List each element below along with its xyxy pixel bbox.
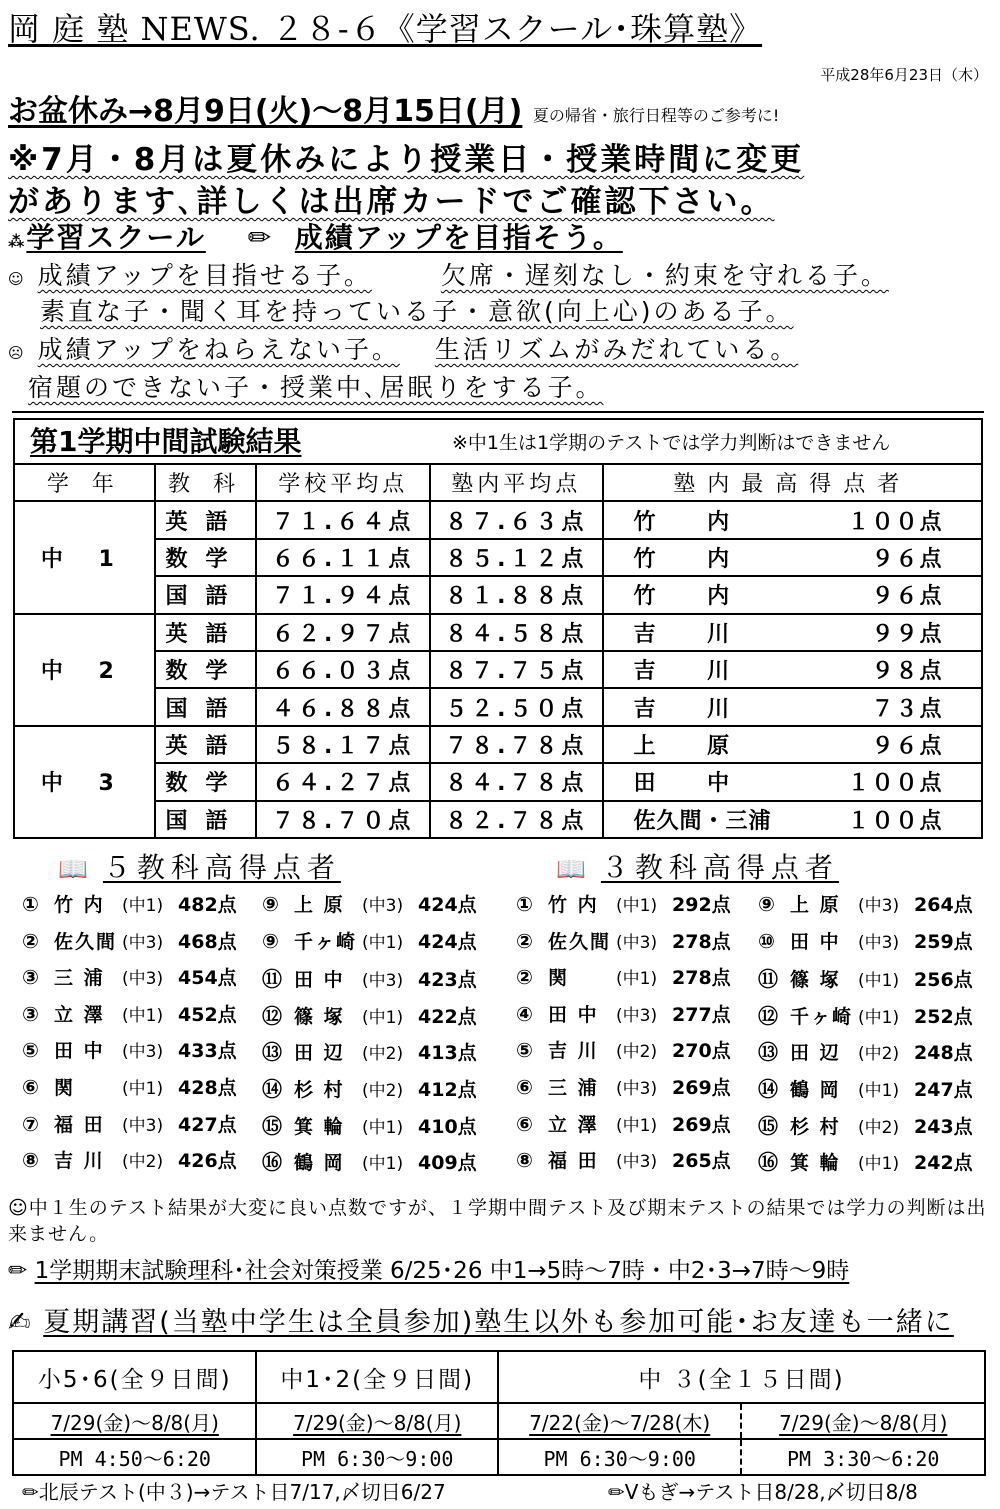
top-scorer-name: 佐久間・三浦 [633,808,772,834]
student-score: 277点 [672,1003,731,1026]
student-score: 433点 [178,1040,237,1063]
rank-number: ⑮ [262,1113,282,1138]
rank-number: ⑨ [758,892,775,916]
rank-number: ⑭ [758,1076,778,1101]
top-scorer-cell [603,539,982,576]
course-date: 7/22(金)～7/28(木) [498,1403,741,1439]
student-score: 428点 [178,1076,237,1099]
school-average-cell: ６６.１１点 [256,539,430,576]
top-scorer-cell [603,651,982,688]
rank-number: ⑩ [758,928,775,953]
student-score: 409点 [418,1152,477,1175]
student-name: 福 田 [548,1150,599,1173]
student-score: 468点 [178,930,237,953]
list-item [262,1110,477,1147]
student-name: 田 中 [548,1003,599,1026]
list-item [758,1110,973,1147]
rank-number: ⑮ [758,1113,778,1138]
student-score: 278点 [672,930,731,953]
student-name: 篠 塚 [790,969,841,992]
list-item [516,1146,731,1183]
school-average-cell: ５８.１７点 [256,726,430,763]
asterism-icon: ⁂ [8,232,27,251]
summer-course [8,1300,954,1339]
school-average-cell: ４６.８８点 [256,688,430,725]
obon-holiday-note: 夏の帰省・旅行日程等のご参考に! [532,106,780,125]
student-class: (中1) [616,969,658,990]
exam-results-note: ※中1生は1学期のテストでは学力判断はできません [452,432,891,454]
student-name: 上 原 [294,894,345,916]
top-scorer-score: １００点 [847,509,944,535]
top-scorer-score: ９８点 [871,659,944,685]
pencil-icon: ✏ [8,1258,28,1284]
list-item [22,927,237,964]
list-item [262,1073,477,1110]
newsletter-title: 岡 庭 塾 NEWS. ２８-６《学習スクール･珠算塾》 [8,10,763,48]
student-score: 423点 [418,969,477,992]
school-average-cell: ６４.２７点 [256,763,430,800]
rank-number: ② [22,928,39,953]
subject-cell: 英語 [155,726,257,763]
smile-icon: ☺ [8,270,27,288]
course-header-elementary: 小5･6(全９日間) [13,1351,256,1403]
list-item [516,1036,731,1073]
list-item [22,890,237,927]
top-scorer-name: 吉 川 [633,621,752,647]
rank-number: ⑪ [262,967,282,992]
summer-course-text: 夏期講習(当塾中学生は全員参加)塾生以外も参加可能･お友達も一緒に [43,1307,954,1338]
rank-number: ⑭ [262,1076,282,1101]
rank-number: ⑥ [22,1074,39,1099]
table-row [14,763,982,800]
table-row [14,614,982,651]
student-class: (中3) [858,896,900,916]
three-subject-ranking-col-1 [516,890,731,1183]
header-subject: 教 科 [155,464,257,501]
student-name: 竹 内 [54,894,105,916]
course-date: 7/29(金)～8/8(月) [256,1403,498,1439]
list-item [758,1036,973,1073]
student-score: 256点 [914,969,973,992]
student-class: (中3) [122,1042,164,1063]
rank-number: ① [22,892,39,916]
subject-cell: 英語 [155,501,257,538]
rank-number: ⑦ [22,1111,39,1136]
list-item [22,963,237,1000]
student-class: (中1) [858,971,900,992]
top-scorer-score: ７３点 [871,696,944,722]
rank-number: ⑬ [262,1040,282,1065]
student-class: (中3) [362,896,404,916]
student-name: 佐久間 [54,930,118,953]
student-class: (中2) [858,1117,900,1138]
top-scorer-cell [603,501,982,538]
student-class: (中3) [122,1115,164,1136]
bad-student-label: 成績アップをねらえない子。 [37,335,400,364]
student-class: (中1) [122,1078,164,1099]
student-score: 482点 [178,894,237,916]
rank-number: ⑤ [22,1038,39,1063]
student-class: (中1) [122,1005,164,1026]
subject-cell: 数学 [155,763,257,800]
rank-number: ② [516,928,533,953]
top-scorer-cell [603,576,982,613]
top-scorer-cell [603,614,982,651]
good-student-line-1 [8,256,889,292]
student-name: 吉 川 [548,1040,599,1063]
list-item [262,963,477,1000]
five-subject-ranking-col-2 [262,890,477,1183]
student-class: (中2) [858,1044,900,1065]
student-name: 三 浦 [548,1076,599,1099]
top-scorer-name: 吉 川 [633,659,752,685]
student-class: (中1) [362,1154,404,1175]
student-class: (中1) [858,1007,900,1028]
juku-average-cell: ８２.７８点 [430,801,603,838]
exam-prep-class [8,1252,849,1285]
course-time: PM 3:30～6:20 [741,1439,985,1475]
course-time: PM 6:30～9:00 [498,1439,741,1475]
student-class: (中2) [362,1080,404,1101]
list-item [22,1110,237,1147]
top-scorer-score: １００点 [847,808,944,834]
student-score: 269点 [672,1076,731,1099]
list-item [758,1146,973,1183]
list-item [262,927,477,964]
student-class: (中1) [362,932,404,953]
grade-cell: 中 3 [14,726,155,838]
student-score: 269点 [672,1113,731,1136]
student-name: 田 中 [294,969,345,992]
rank-number: ③ [22,965,39,990]
header-grade: 学 年 [14,464,155,501]
table-row [14,651,982,688]
student-class: (中1) [616,896,658,916]
obon-holiday-dates: お盆休み→8月9日(火)～8月15日(月) [8,94,523,129]
hokushin-test-notice: ✏北辰テスト(中３)→テスト日7/17,〆切日6/27 [22,1480,446,1504]
summer-course-table [12,1350,986,1476]
student-score: 264点 [914,894,973,916]
course-header-row [13,1351,985,1403]
juku-average-cell: ７８.７８点 [430,726,603,763]
juku-average-cell: ８４.５８点 [430,614,603,651]
student-score: 265点 [672,1150,731,1173]
list-item [22,1073,237,1110]
course-date: 7/29(金)～8/8(月) [13,1403,256,1439]
student-score: 252点 [914,1005,973,1028]
top-scorer-name: 吉 川 [633,696,752,722]
good-student-label: 成績アップを目指せる子。 [37,261,372,290]
bad-student-trait-1: 生活リズムがみだれている。 [434,335,799,364]
list-item [262,1146,477,1183]
school-average-cell: ７８.７０点 [256,801,430,838]
list-item [758,1000,973,1037]
five-subject-heading [58,846,341,886]
table-row [14,501,982,538]
list-item [758,1073,973,1110]
bad-student-line-1 [8,330,798,366]
list-item [758,963,973,1000]
student-score: 243点 [914,1115,973,1138]
good-student-trait-1: 欠席・遅刻なし・約束を守れる子。 [440,261,889,290]
student-class: (中2) [122,1152,164,1173]
grade-cell: 中 1 [14,501,155,613]
schedule-notice-line-2: があります､詳しくは出席カードでご確認下さい。 [8,184,775,220]
frown-icon: ☹ [8,344,27,362]
rank-number: ⑫ [262,1003,282,1028]
list-item [758,927,973,964]
exam-header-row [14,464,982,501]
subject-cell: 国語 [155,576,257,613]
student-score: 452点 [178,1003,237,1026]
rank-number: ④ [516,1001,533,1026]
list-item [262,890,477,927]
header-juku-average: 塾内平均点 [430,464,603,501]
juku-average-cell: ８７.６３点 [430,501,603,538]
student-score: 292点 [672,894,731,916]
learning-school-title: 学習スクール [26,221,206,254]
top-scorer-score: ９９点 [871,621,944,647]
list-item [262,1036,477,1073]
good-student-trait-2: 素直な子・聞く耳を持っている子・意欲(向上心)のある子。 [40,297,794,326]
list-item [758,890,973,927]
student-score: 270点 [672,1040,731,1063]
subject-cell: 国語 [155,688,257,725]
student-class: (中3) [858,932,900,953]
course-time: PM 6:30～9:00 [256,1439,498,1475]
student-name: 竹 内 [548,894,599,916]
course-time: PM 4:50～6:20 [13,1439,256,1475]
rank-number: ⑨ [262,928,279,953]
student-name: 杉 村 [790,1115,841,1138]
subject-cell: 英語 [155,614,257,651]
course-header-jh3: 中 ３(全１５日間) [498,1351,985,1403]
top-scorer-score: １００点 [847,771,944,797]
list-item [516,1000,731,1037]
rank-number: ③ [22,1001,39,1026]
student-name: 佐久間 [548,930,612,953]
student-name: 関 [54,1076,76,1099]
juku-average-cell: ５２.５０点 [430,688,603,725]
list-item [516,1110,731,1147]
subject-cell: 国語 [155,801,257,838]
top-scorer-name: 竹 内 [633,546,752,572]
book-icon: 📖 [58,855,94,883]
exam-results-title: 第1学期中間試験結果 [30,425,302,458]
juku-average-cell: ８７.７５点 [430,651,603,688]
student-class: (中3) [616,1152,658,1173]
section-divider [12,411,984,413]
rank-number: ⑥ [516,1074,533,1099]
student-name: 鶴 岡 [294,1152,345,1175]
list-item [22,1146,237,1183]
student-class: (中2) [616,1042,658,1063]
student-name: 千ヶ崎 [790,1005,854,1028]
student-name: 田 中 [54,1040,105,1063]
schedule-notice-line-1: ※7月・8月は夏休みにより授業日・授業時間に変更 [8,142,805,178]
student-class: (中1) [362,1117,404,1138]
course-header-jh12: 中1･2(全９日間) [256,1351,498,1403]
student-name: 三 浦 [54,967,105,990]
rank-number: ⑨ [262,892,279,916]
student-score: 248点 [914,1042,973,1065]
rank-number: ⑧ [516,1148,533,1173]
school-average-cell: ６６.０３点 [256,651,430,688]
table-row [14,539,982,576]
student-class: (中1) [858,1154,900,1175]
student-name: 立 澤 [54,1003,105,1026]
three-subject-ranking-col-2 [758,890,973,1183]
student-name: 吉 川 [54,1150,105,1173]
rank-number: ② [516,965,533,990]
student-score: 424点 [418,894,477,916]
student-score: 259点 [914,930,973,953]
student-name: 箕 輪 [790,1152,841,1175]
table-row [14,688,982,725]
top-scorer-cell [603,763,982,800]
top-scorer-name: 竹 内 [633,509,752,535]
exam-prep-class-text: 1学期期末試験理科･社会対策授業 6/25･26 中1→5時～7時・中2･3→7時～9時 [34,1258,850,1284]
student-class: (中3) [362,971,404,992]
student-score: 454点 [178,967,237,990]
table-row [14,801,982,838]
exam-results-table [13,463,983,839]
student-class: (中1) [858,1080,900,1101]
student-score: 410点 [418,1115,477,1138]
list-item [516,927,731,964]
student-class: (中1) [122,896,164,916]
school-average-cell: ７１.６４点 [256,501,430,538]
five-subject-title: ５教科高得点者 [102,851,341,884]
course-times-row [13,1439,985,1475]
school-average-cell: ７１.９４点 [256,576,430,613]
three-subject-heading [556,846,839,886]
student-name: 立 澤 [548,1113,599,1136]
issue-date: 平成28年6月23日（木） [820,66,988,84]
student-class: (中3) [616,932,658,953]
three-subject-title: ３教科高得点者 [600,851,839,884]
top-scorer-score: ９６点 [871,546,944,572]
student-name: 福 田 [54,1113,105,1136]
student-score: 247点 [914,1078,973,1101]
student-class: (中3) [616,1005,658,1026]
list-item [516,890,731,927]
table-row [14,576,982,613]
list-item [22,1000,237,1037]
subject-cell: 数学 [155,539,257,576]
student-class: (中3) [122,969,164,990]
list-item [22,1036,237,1073]
student-class: (中2) [362,1044,404,1065]
student-name: 鶴 岡 [790,1078,841,1101]
subject-cell: 数学 [155,651,257,688]
rank-number: ⑧ [22,1148,39,1173]
rank-number: ⑥ [516,1111,533,1136]
rank-number: ⑯ [758,1150,778,1175]
list-item [516,963,731,1000]
rank-number: ⑬ [758,1040,778,1065]
five-subject-ranking-col-1 [22,890,237,1183]
writing-hand-icon: ✍ [8,1307,33,1338]
table-row [14,726,982,763]
top-scorer-cell [603,726,982,763]
student-name: 篠 塚 [294,1005,345,1028]
student-name: 箕 輪 [294,1115,345,1138]
student-name: 田 辺 [294,1042,345,1065]
top-scorer-score: ９６点 [871,584,944,610]
student-score: 413点 [418,1042,477,1065]
rank-number: ⑯ [262,1150,282,1175]
header-school-average: 学校平均点 [256,464,430,501]
student-score: 424点 [418,930,477,953]
header-top-scorer: 塾内最高得点者 [603,464,982,501]
student-score: 242点 [914,1152,973,1175]
juku-average-cell: ８４.７８点 [430,763,603,800]
juku-average-cell: ８１.８８点 [430,576,603,613]
student-class: (中3) [122,932,164,953]
list-item [262,1000,477,1037]
student-class: (中3) [616,1078,658,1099]
student-score: 427点 [178,1113,237,1136]
top-scorer-name: 竹 内 [633,584,752,610]
rank-number: ① [516,892,533,916]
top-scorer-name: 田 中 [633,771,752,797]
rank-number: ⑤ [516,1038,533,1063]
v-mogi-notice: ✏Vもぎ→テスト日8/28,〆切日8/8 [608,1480,918,1504]
bad-student-trait-2: 宿題のできない子・授業中､居眠りをする子。 [28,373,604,402]
pencil-icon: ✏ [247,221,274,254]
top-scorer-cell [603,801,982,838]
rank-number: ⑫ [758,1003,778,1028]
student-class: (中1) [362,1007,404,1028]
learning-school-slogan: 成績アップを目指そう。 [294,221,623,254]
juku-average-cell: ８５.１２点 [430,539,603,576]
first-year-note: ☺中１生のテスト結果が大変に良い点数ですが、１学期中間テスト及び期末テストの結果では学力の判断は出来ません。 [8,1197,987,1245]
book-icon: 📖 [556,855,592,883]
student-class: (中1) [616,1115,658,1136]
student-name: 上 原 [790,894,841,916]
student-score: 422点 [418,1005,477,1028]
student-name: 杉 村 [294,1078,345,1101]
top-scorer-name: 上 原 [633,733,752,759]
student-score: 278点 [672,967,731,990]
top-scorer-score: ９６点 [871,733,944,759]
list-item [516,1073,731,1110]
course-dates-row [13,1403,985,1439]
student-name: 田 中 [790,930,841,953]
rank-number: ⑪ [758,967,778,992]
course-date: 7/29(金)～8/8(月) [741,1403,985,1439]
student-score: 412点 [418,1078,477,1101]
student-score: 426点 [178,1150,237,1173]
student-name: 田 辺 [790,1042,841,1065]
grade-cell: 中 2 [14,614,155,726]
obon-holiday [8,86,779,130]
student-name: 千ヶ崎 [294,930,358,953]
learning-school-heading [8,216,623,256]
student-name: 関 [548,967,570,990]
school-average-cell: ６２.９７点 [256,614,430,651]
top-scorer-cell [603,688,982,725]
